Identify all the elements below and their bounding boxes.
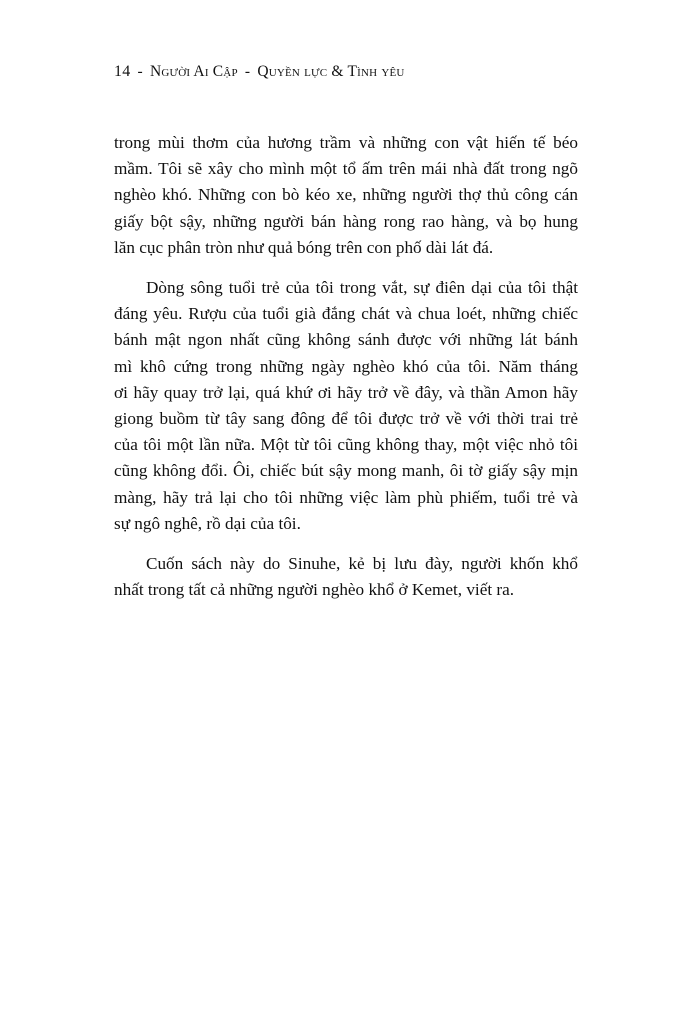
text-line: Dòng sông tuổi trẻ của tôi trong vắt, sự điên dại của tôi thật xyxy=(146,278,578,298)
book-title: Người Ai Cập xyxy=(149,63,238,80)
text-line: bánh mật ngon nhất cũng không sánh được với những lát bánh xyxy=(114,330,578,350)
book-subtitle: Quyền lực & Tình yêu xyxy=(257,63,405,80)
text-line: sự ngô nghê, rồ dại của tôi. xyxy=(114,513,301,533)
text-line: mầm. Tôi sẽ xây cho mình một tổ ấm trên mái nhà đất trong ngõ xyxy=(114,159,578,179)
paragraph xyxy=(114,130,578,261)
text-line: của tôi một lần nữa. Một từ tôi cũng không thay, một việc nhỏ tôi xyxy=(114,435,578,455)
text-line: trong mùi thơm của hương trầm và những con vật hiến tế béo xyxy=(114,133,578,152)
text-line: Cuốn sách này do Sinuhe, kẻ bị lưu đày, người khốn khổ xyxy=(146,554,578,574)
header-separator: - xyxy=(244,63,251,80)
text-line: nhất trong tất cả những người nghèo khổ ở Kemet, viết ra. xyxy=(114,580,515,600)
text-line: lăn cục phân tròn như quả bóng trên con phố dài lát đá. xyxy=(114,237,494,257)
body-text xyxy=(114,130,578,617)
text-line: mì khô cứng trong những ngày nghèo khó của tôi. Năm tháng xyxy=(114,356,578,376)
page-number: 14 xyxy=(114,63,131,80)
running-header xyxy=(114,62,594,82)
text-line: giong buồm từ tây sang đông để tôi được trở về với thời trai trẻ xyxy=(114,409,578,429)
text-line: nghèo khó. Những con bò kéo xe, những người thợ thủ công cán xyxy=(114,185,578,205)
paragraph xyxy=(114,551,578,603)
header-separator: - xyxy=(137,63,143,80)
text-line: cũng không đổi. Ôi, chiếc bút sậy mong manh, ôi tờ giấy sậy mịn xyxy=(114,461,578,481)
text-line: đáng yêu. Rượu của tuổi già đắng chát và chua loét, những chiếc xyxy=(114,304,578,324)
text-line: ơi hãy quay trở lại, quá khứ ơi hãy trở về đây, và thần Amon hãy xyxy=(114,382,578,402)
text-line: giấy bột sậy, những người bán hàng rong rao hàng, và bọ hung xyxy=(114,211,578,231)
paragraph xyxy=(114,275,578,537)
text-line: màng, hãy trả lại cho tôi những việc làm phù phiếm, tuổi trẻ và xyxy=(114,487,578,507)
